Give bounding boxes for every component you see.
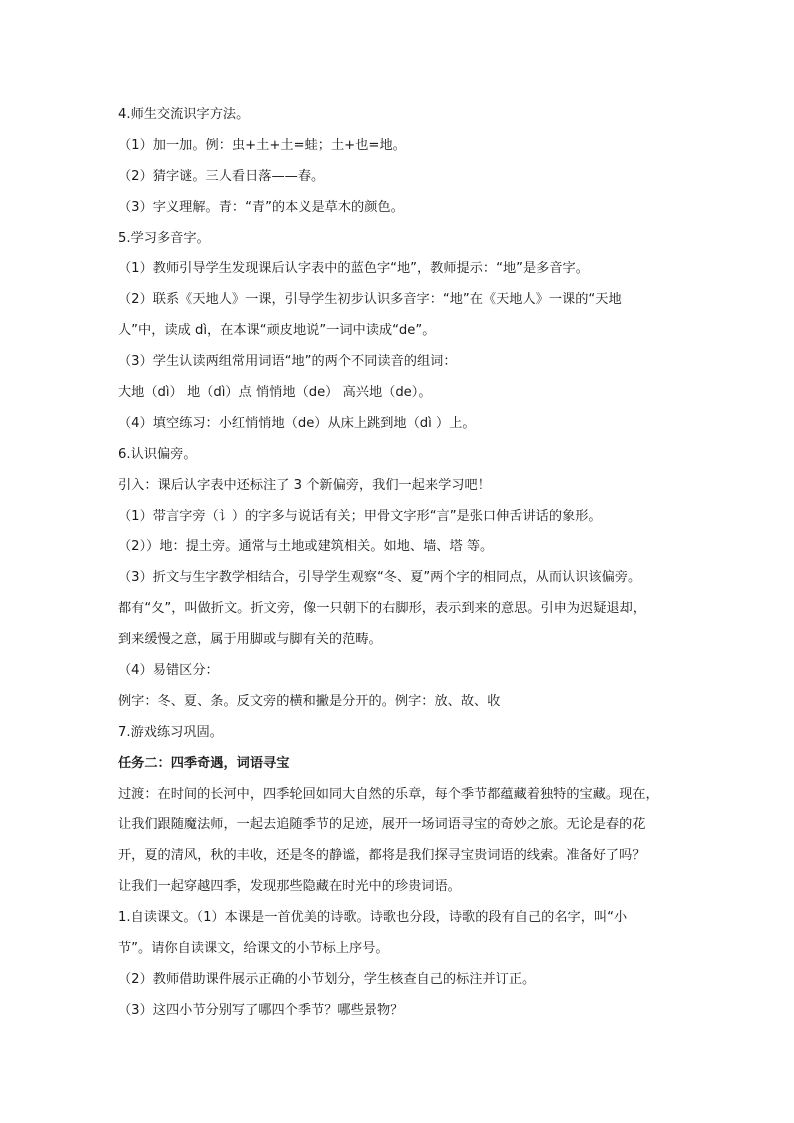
paragraph: 让我们跟随魔法师，一起去追随季节的足迹，展开一场词语寻宝的奇妙之旅。无论是春的花: [118, 817, 646, 833]
paragraph: 大地（dì） 地（dì）点 悄悄地（de） 高兴地（de）。: [118, 385, 432, 401]
heading-game-practice: 7.游戏练习巩固。: [118, 724, 223, 740]
paragraph: （1）带言字旁（讠）的字多与说话有关；甲骨文字形“言”是张口伸舌讲话的象形。: [118, 508, 602, 524]
paragraph: 过渡：在时间的长河中，四季轮回如同大自然的乐章，每个季节都蕴藏着独特的宝藏。现在，: [118, 786, 659, 802]
paragraph: （2）猜字谜。三人看日落——春。: [118, 168, 325, 184]
paragraph: 人”中，读成 dì，在本课“顽皮地说”一词中读成“de”。: [118, 323, 436, 339]
heading-radicals: 6.认识偏旁。: [118, 446, 197, 462]
paragraph: 都有“夂”，叫做折文。折文旁，像一只朝下的右脚形，表示到来的意思。引申为迟疑退却，: [118, 601, 646, 617]
paragraph: 例字：冬、夏、条。反文旁的横和撇是分开的。例字：放、故、收: [118, 693, 501, 709]
heading-polyphonic: 5.学习多音字。: [118, 230, 210, 246]
task-two-heading: 任务二：四季奇遇，词语寻宝: [118, 755, 290, 771]
paragraph: （4）易错区分：: [118, 663, 219, 679]
document-body: [118, 100, 678, 1027]
paragraph: 到来缓慢之意，属于用脚或与脚有关的范畴。: [118, 632, 382, 648]
paragraph: 节”。请你自读课文，给课文的小节标上序号。: [118, 941, 389, 957]
paragraph: 让我们一起穿越四季，发现那些隐藏在时光中的珍贵词语。: [118, 879, 461, 895]
heading-literacy-methods: 4.师生交流识字方法。: [118, 107, 250, 122]
paragraph: （2）联系《天地人》一课，引导学生初步认识多音字：“地”在《天地人》一课的“天地: [118, 292, 622, 308]
paragraph: （3）学生认读两组常用词语“地”的两个不同读音的组词：: [118, 354, 457, 370]
paragraph: 开，夏的清风，秋的丰收，还是冬的静谧，都将是我们探寻宝贵词语的线索。准备好了吗？: [118, 848, 646, 864]
paragraph: （2））地：提土旁。通常与土地或建筑相关。如地、墙、塔 等。: [118, 539, 494, 555]
paragraph: （2）教师借助课件展示正确的小节划分，学生核查自己的标注并订正。: [118, 971, 536, 987]
paragraph: （1）教师引导学生发现课后认字表中的蓝色字“地”，教师提示：“地”是多音字。: [118, 261, 589, 277]
paragraph: 1.自读课文。（1）本课是一首优美的诗歌。诗歌也分段，诗歌的段有自己的名字，叫“小: [118, 910, 628, 926]
paragraph: （1）加一加。例：虫+土+土=蛙；土+也=地。: [118, 137, 406, 153]
paragraph: （3）这四小节分别写了哪四个季节？哪些景物？: [118, 1002, 404, 1018]
paragraph: 引入：课后认字表中还标注了 3 个新偏旁，我们一起来学习吧！: [118, 477, 491, 493]
paragraph: （4）填空练习：小红悄悄地（de）从床上跳到地（dì ）上。: [118, 415, 476, 431]
paragraph: （3）折文与生字教学相结合，引导学生观察“冬、夏”两个字的相同点，从而认识该偏旁。: [118, 570, 642, 586]
paragraph: （3）字义理解。青：“青”的本义是草木的颜色。: [118, 199, 404, 215]
